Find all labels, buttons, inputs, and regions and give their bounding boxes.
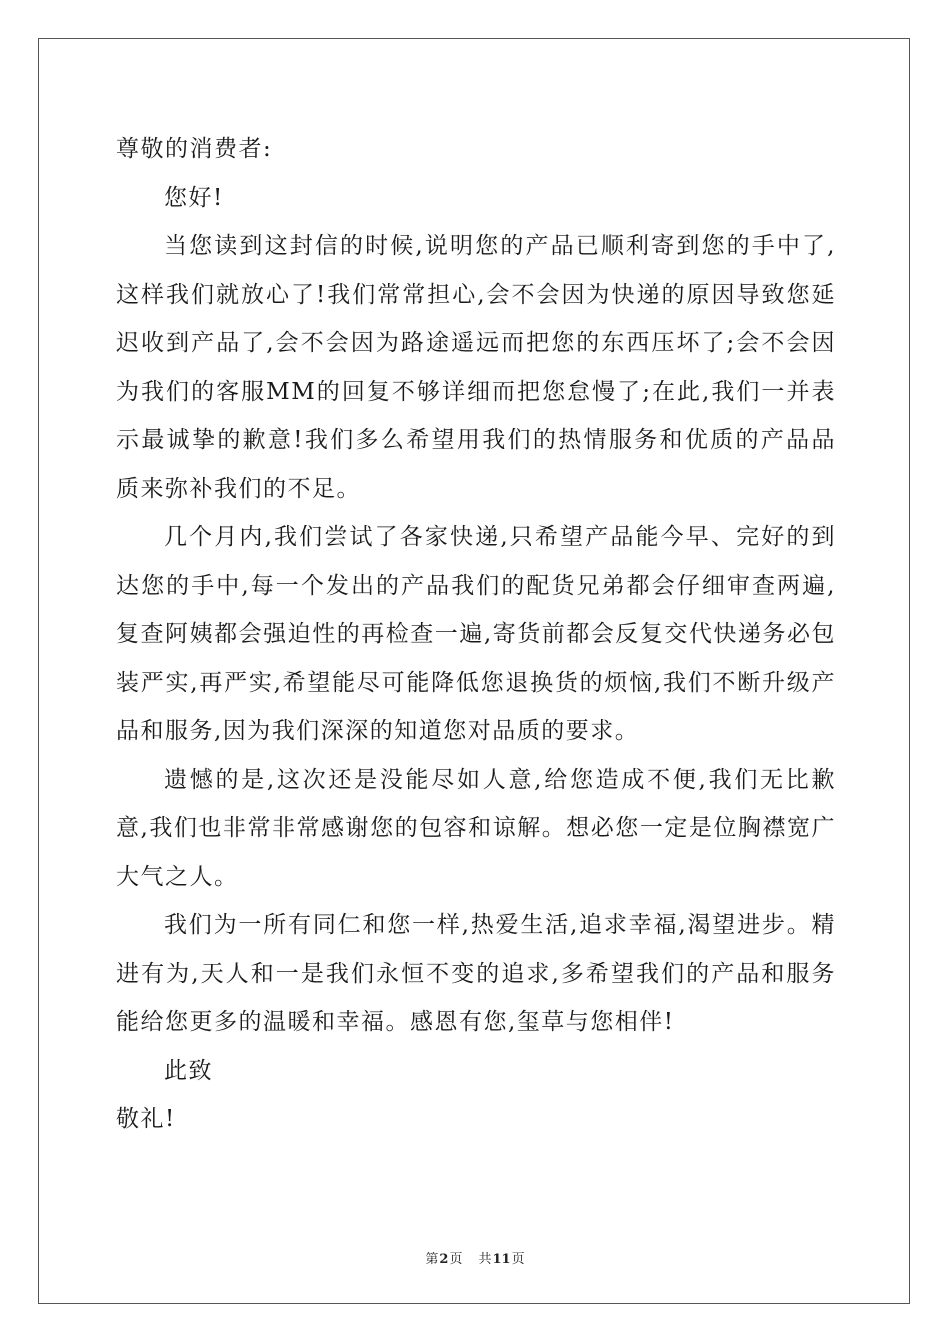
paragraph-1: 当您读到这封信的时候,说明您的产品已顺利寄到您的手中了,这样我们就放心了!我们常常担心,会不会因为快递的原因导致您延迟收到产品了,会不会因为路途遥远而把您的东西压坏了;会不会因为我们的客服MM的回复不够详细而把您怠慢了;在此,我们一并表示最诚挚的歉意!我们多么希望用我们的热情服务和优质的产品品质来弥补我们的不足。 — [116, 233, 836, 502]
total-suffix: 页 — [511, 1252, 525, 1267]
greeting: 您好! — [164, 184, 224, 211]
total-pages: 11 — [492, 1252, 511, 1267]
paragraph-2: 几个月内,我们尝试了各家快递,只希望产品能今早、完好的到达您的手中,每一个发出的产品我们的配货兄弟都会仔细审查两遍,复查阿姨都会强迫性的再检查一遍,寄货前都会反复交代快递务必包装严实,再严实,希望能尽可能降低您退换货的烦恼,我们不断升级产品和服务,因为我们深深的知道您对品质的要求。 — [116, 524, 836, 744]
closing: 此致 — [164, 1057, 213, 1084]
salutation: 尊敬的消费者: — [116, 136, 273, 162]
letter-body — [116, 125, 836, 1144]
page-suffix: 页 — [449, 1252, 463, 1267]
regards: 敬礼! — [116, 1106, 176, 1132]
total-prefix: 共 — [478, 1252, 492, 1267]
paragraph-4: 我们为一所有同仁和您一样,热爱生活,追求幸福,渴望进步。精进有为,天人和一是我们永恒不变的追求,多希望我们的产品和服务能给您更多的温暖和幸福。感恩有您,玺草与您相伴! — [116, 912, 836, 1035]
paragraph-3: 遗憾的是,这次还是没能尽如人意,给您造成不便,我们无比歉意,我们也非常非常感谢您的包容和谅解。想必您一定是位胸襟宽广大气之人。 — [116, 766, 836, 890]
page-prefix: 第 — [425, 1252, 439, 1267]
page-number: 2 — [439, 1252, 449, 1267]
page-footer — [0, 1248, 950, 1267]
